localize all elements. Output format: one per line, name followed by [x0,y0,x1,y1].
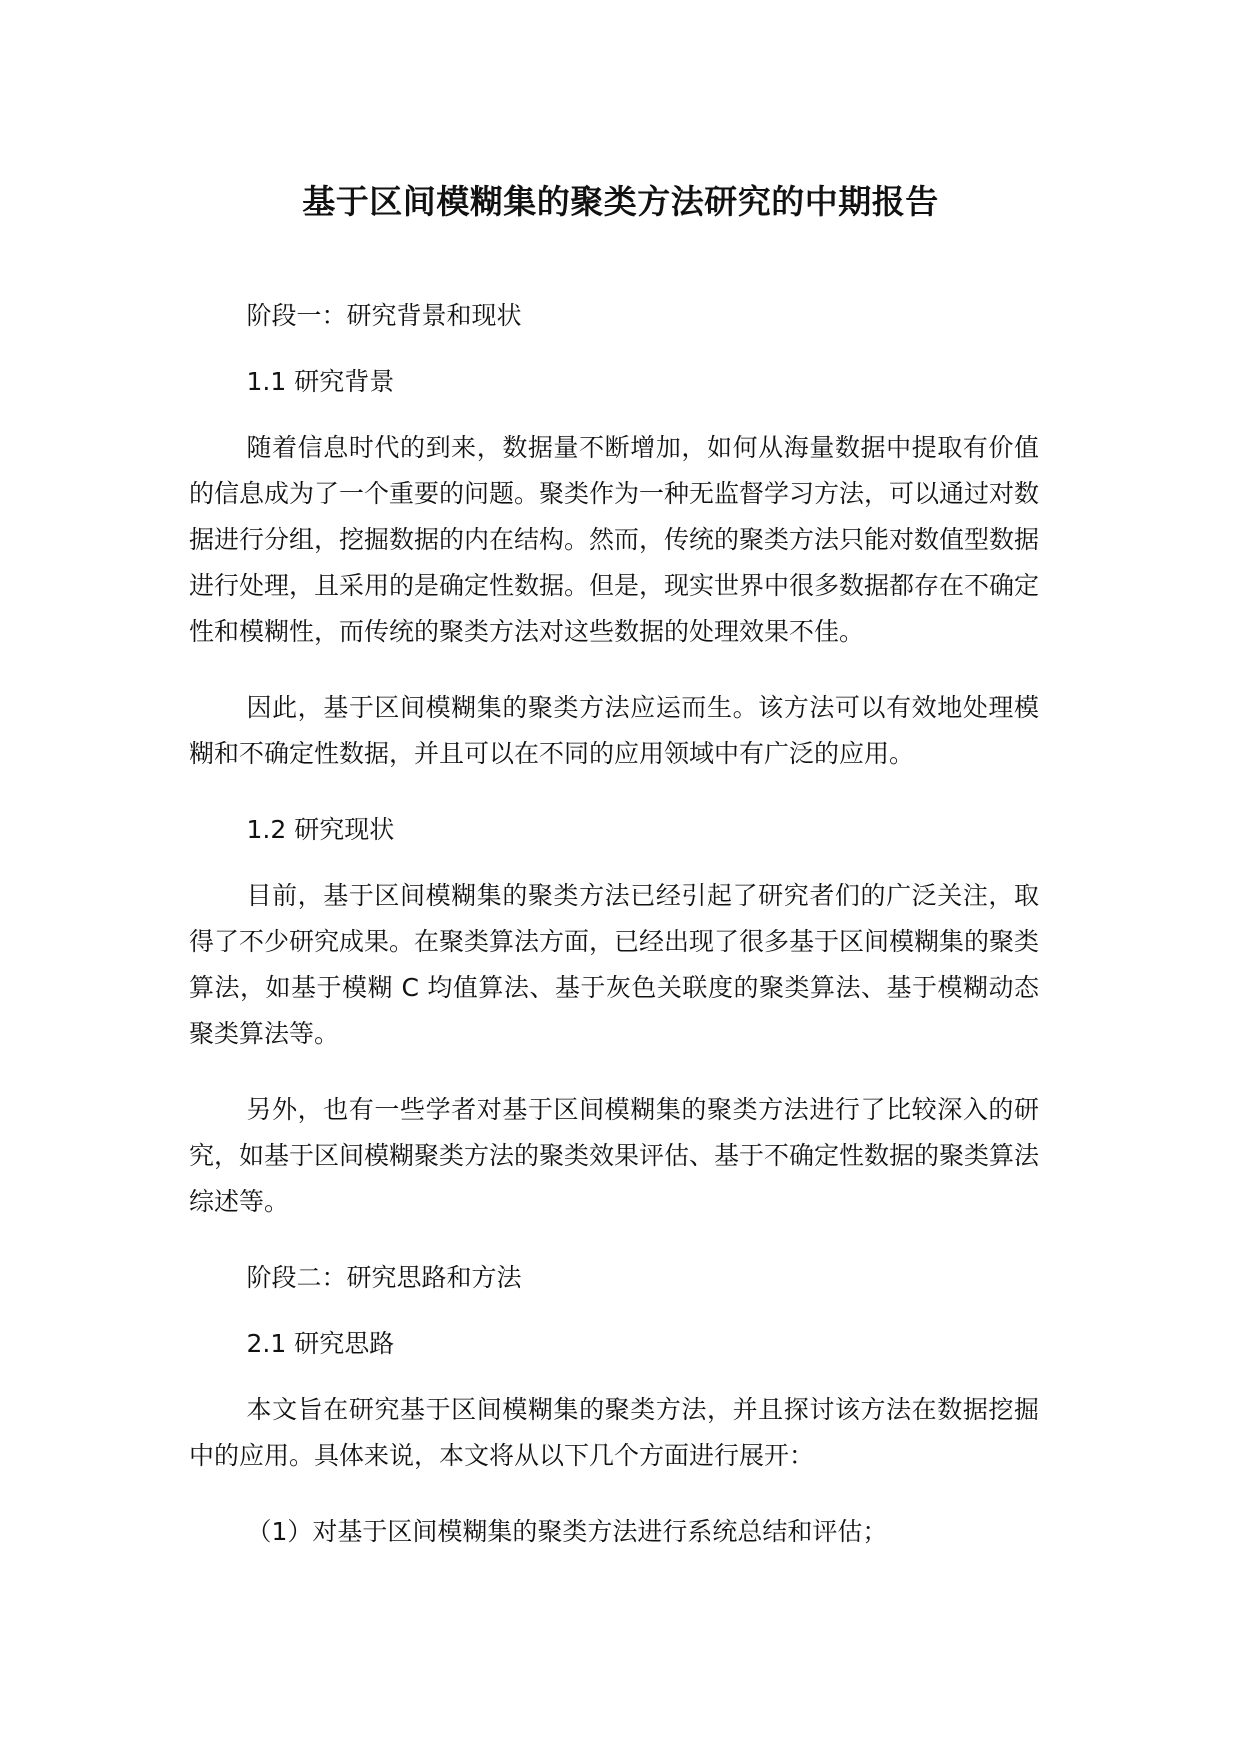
paragraph-research-background: 随着信息时代的到来，数据量不断增加，如何从海量数据中提取有价值的信息成为了一个重要的问题。聚类作为一种无监督学习方法，可以通过对数据进行分组，挖掘数据的内在结构。然而，传统的聚类方法只能对数值型数据进行处理，且采用的是确定性数据。但是，现实世界中很多数据都存在不确定性和模糊性，而传统的聚类方法对这些数据的处理效果不佳。 [189,433,1040,646]
list-item-1: （1）对基于区间模糊集的聚类方法进行系统总结和评估； [246,1517,888,1546]
paragraph-further-research: 另外，也有一些学者对基于区间模糊集的聚类方法进行了比较深入的研究，如基于区间模糊聚类方法的聚类效果评估、基于不确定性数据的聚类算法综述等。 [189,1095,1040,1216]
document-title: 基于区间模糊集的聚类方法研究的中期报告 [302,182,939,221]
subsection-heading-2-1: 2.1 研究思路 [246,1329,395,1358]
subsection-heading-1-1: 1.1 研究背景 [246,367,395,396]
section-heading-stage-2: 阶段二：研究思路和方法 [246,1263,522,1292]
section-heading-stage-1: 阶段一：研究背景和现状 [246,301,522,330]
paragraph-method-emergence: 因此，基于区间模糊集的聚类方法应运而生。该方法可以有效地处理模糊和不确定性数据，并且可以在不同的应用领域中有广泛的应用。 [189,693,1039,768]
document-body [189,293,1039,1585]
subsection-heading-1-2: 1.2 研究现状 [246,815,395,844]
paragraph-research-approach: 本文旨在研究基于区间模糊集的聚类方法，并且探讨该方法在数据挖掘中的应用。具体来说，本文将从以下几个方面进行展开： [189,1395,1039,1470]
paragraph-current-status: 目前，基于区间模糊集的聚类方法已经引起了研究者们的广泛关注，取得了不少研究成果。在聚类算法方面，已经出现了很多基于区间模糊集的聚类算法，如基于模糊 C 均值算法、基于灰色关联度的聚类算法、基于模糊动态聚类算法等。 [189,881,1040,1048]
